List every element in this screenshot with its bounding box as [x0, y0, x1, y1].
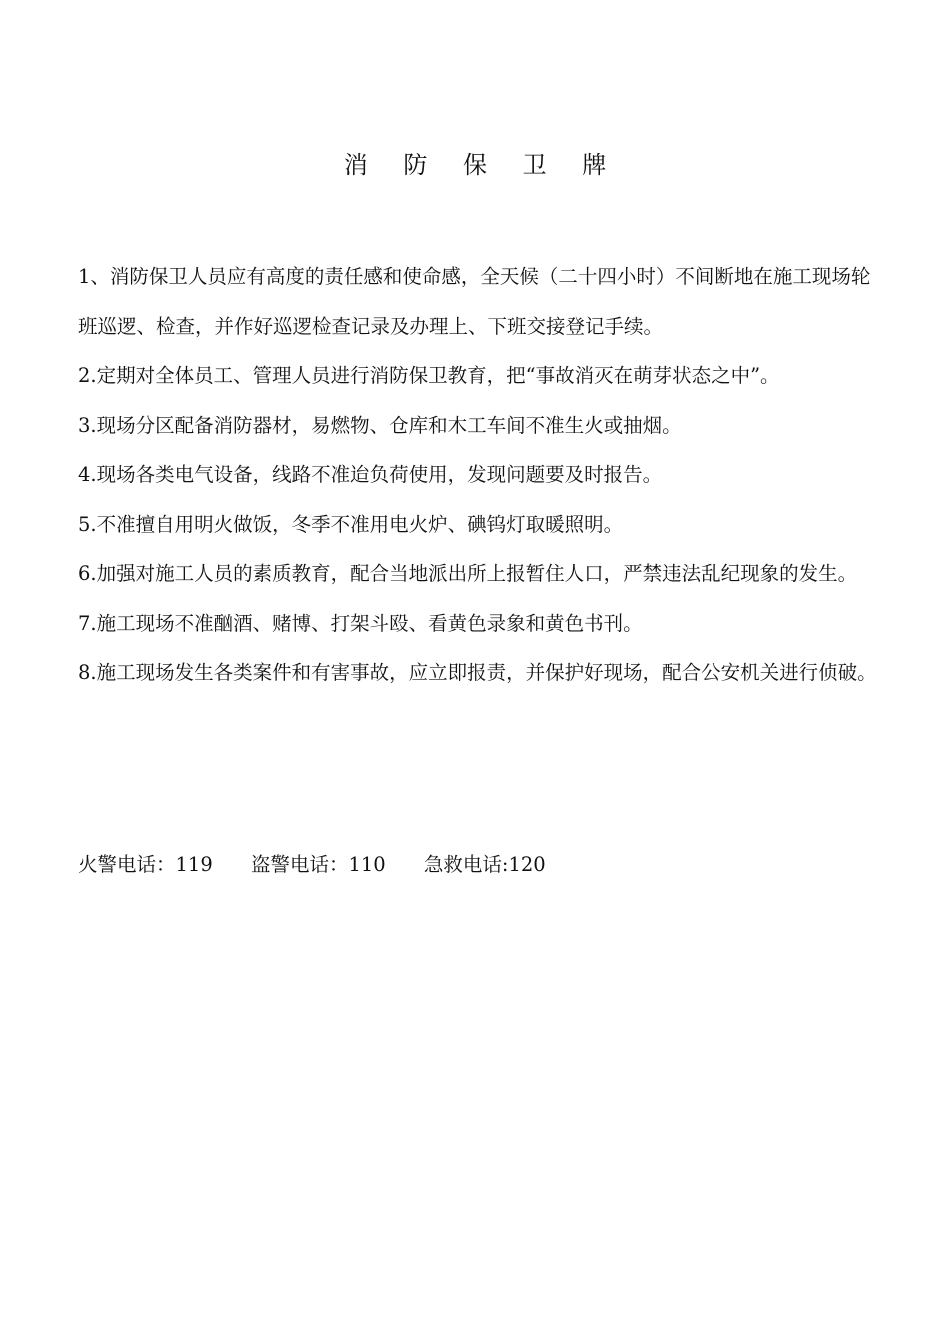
- rule-item-2: 2.定期对全体员工、管理人员进行消防保卫教育，把“事故消灭在萌芽状态之中”。: [78, 364, 780, 387]
- rule-item-7: 7.施工现场不准酗酒、赌博、打架斗殴、看黄色录象和黄色书刊。: [78, 611, 643, 635]
- fire-phone: 火警电话：119: [78, 853, 213, 876]
- page-title: 消 防 保 卫 牌: [343, 151, 621, 179]
- police-phone: 盗警电话：110: [250, 853, 386, 876]
- rule-item-6: 6.加强对施工人员的素质教育，配合当地派出所上报暂住人口，严禁违法乱纪现象的发生。: [78, 562, 858, 585]
- rules-list: [78, 252, 880, 698]
- rule-item-4: 4.现场各类电气设备，线路不准迨负荷使用，发现问题要及时报告。: [78, 463, 663, 486]
- rule-item-1: 1、消防保卫人员应有高度的责任感和使命感，全天候（二十四小时）不间断地在施工现场轮班巡逻、检查，并作好巡逻检查记录及办理上、下班交接登记手续。: [78, 265, 871, 338]
- emergency-phones: [78, 848, 578, 882]
- ambulance-phone: 急救电话:120: [423, 853, 546, 876]
- rule-item-8: 8.施工现场发生各类案件和有害事故，应立即报责，并保护好现场，配合公安机关进行侦破。: [78, 661, 877, 684]
- rule-item-3: 3.现场分区配备消防器材，易燃物、仓库和木工车间不准生火或抽烟。: [78, 413, 682, 437]
- rule-item-5: 5.不准擅自用明火做饭，冬季不准用电火炉、碘钨灯取暖照明。: [78, 512, 624, 536]
